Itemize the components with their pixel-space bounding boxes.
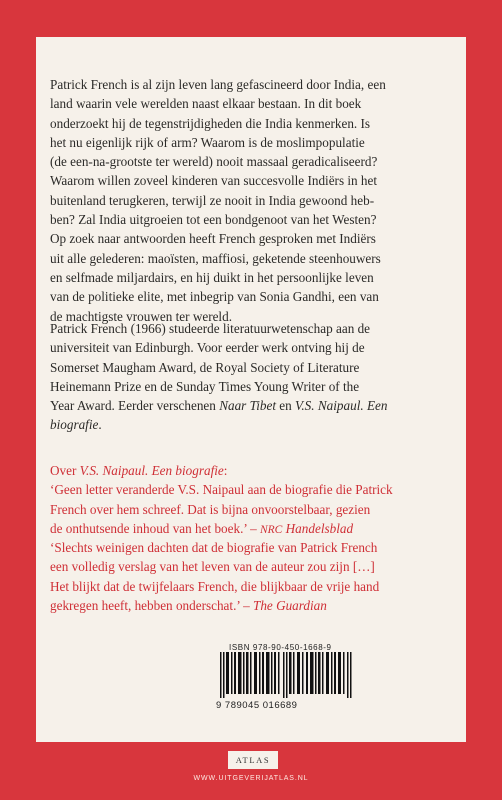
bio-line: Heinemann Prize en de Sunday Times Young Writer of the (50, 378, 360, 394)
quote-source-nrc: NRC (259, 523, 283, 536)
blurb-line: Op zoek naar antwoorden heeft French gesproken met Indiërs (50, 231, 376, 247)
barcode-icon (220, 652, 355, 698)
bio-line: universiteit van Edinburgh. Voor eerder werk ontving hij de (50, 340, 365, 356)
quote-line: Het blijkt dat de twijfelaars French, die blijkbaar de vrije hand (50, 578, 380, 594)
publisher-url: WWW.UITGEVERIJATLAS.NL (193, 775, 309, 782)
quote-source-guardian: The Guardian (252, 597, 327, 613)
bio-connector: en (275, 398, 296, 414)
quote-line-text: gekregen heeft, hebben onderschat.’ – (50, 597, 253, 613)
quote-source-handelsblad: Handelsblad (282, 520, 354, 536)
blurb-line: (de een-na-grootste ter wereld) nooit massaal geradicaliseerd? (50, 154, 378, 170)
publisher-logo-text: ATLAS (235, 755, 271, 765)
blurb-line: ben? Zal India uitgroeien tot een bondgenoot van het Westen? (50, 212, 377, 228)
quote-over: Over (50, 463, 80, 478)
author-bio (50, 319, 450, 435)
quote-heading (50, 461, 450, 480)
isbn-label: ISBN 978-90-450-1668-9 (229, 643, 332, 652)
blurb-paragraph (50, 75, 450, 326)
quote-line: French over hem schreef. Dat is bijna onvoorstelbaar, gezien (50, 501, 371, 517)
blurb-line: en selfmade miljardairs, en hij duikt in het persoonlijke leven (50, 269, 374, 285)
blurb-line: uit alle gelederen: maoïsten, maffiosi, geketende steenhouwers (50, 250, 381, 266)
book-title-naipaul: V.S. Naipaul. Een (295, 398, 388, 414)
bio-period: . (98, 417, 102, 433)
quote-line: een volledig verslag van het leven van de auteur zou zijn […] (50, 559, 375, 575)
bio-line: Patrick French (1966) studeerde literatuurwetenschap aan de (50, 321, 371, 336)
quote-line-source (50, 596, 450, 615)
blurb-line: Patrick French is al zijn leven lang gefascineerd door India, een (50, 77, 386, 92)
quote-line: ‘Slechts weinigen dachten dat de biografie van Patrick French (50, 540, 378, 555)
bio-line-text: Year Award. Eerder verschenen (50, 398, 220, 414)
blurb-line: onderzoekt hij de tegenstrijdigheden die India kenmerken. Is (50, 115, 371, 131)
review-quote-guardian (50, 538, 450, 615)
quote-over-title: V.S. Naipaul. Een biografie (79, 463, 224, 478)
blurb-line: het nu eigenlijk rijk of arm? Waarom is de moslimpopulatie (50, 134, 365, 150)
bio-line-books (50, 396, 450, 415)
blurb-line: de machtigste vrouwen ter wereld. (50, 308, 232, 324)
book-title-naipaul-end: biografie (50, 417, 99, 433)
publisher-logo (228, 751, 278, 769)
quote-line: ‘Geen letter veranderde V.S. Naipaul aan de biografie die Patrick (50, 482, 393, 498)
quote-line-text: de onthutsende inhoud van het boek.’ – (50, 520, 260, 536)
bio-line: Somerset Maugham Award, de Royal Society of Literature (50, 359, 360, 375)
blurb-line: Waarom willen zoveel kinderen van succesvolle Indiërs in het (50, 173, 378, 189)
bio-line-end (50, 415, 450, 434)
review-quote-nrc (50, 461, 450, 540)
quote-line-source (50, 519, 450, 540)
blurb-line: van de politieke elite, met inbegrip van Sonia Gandhi, een van (50, 289, 379, 305)
quote-over-colon: : (223, 463, 228, 478)
blurb-line: buitenland terugkeren, terwijl ze nooit in India gewoond heb- (50, 192, 375, 208)
book-title-tibet: Naar Tibet (219, 398, 276, 414)
blurb-line: land waarin vele werelden naast elkaar bestaan. In dit boek (50, 96, 362, 112)
barcode-digits: 9 789045 016689 (216, 700, 298, 711)
